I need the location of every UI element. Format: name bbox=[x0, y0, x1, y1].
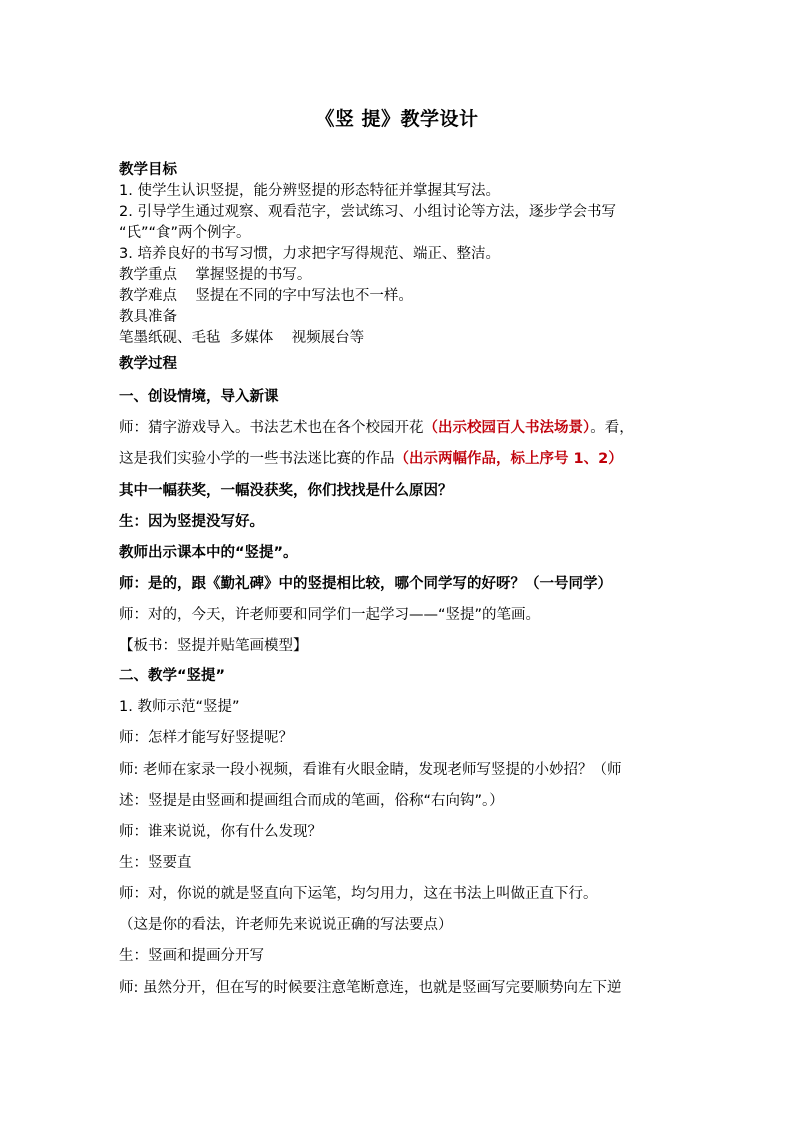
section1-line: 【板书：竖提并贴笔画模型】 bbox=[119, 638, 308, 654]
section2-line: 生：竖要直 bbox=[119, 855, 192, 871]
text-run: 这是我们实验小学的一些书法迷比赛的作品 bbox=[119, 451, 395, 467]
process-heading: 教学过程 bbox=[119, 356, 177, 372]
highlight-text: （出示校园百人书法场景） bbox=[423, 420, 591, 436]
section1-paragraph bbox=[119, 416, 679, 437]
objective-item: 2. 引导学生通过观察、观看范字，尝试练习、小组讨论等方法，逐步学会书写 bbox=[119, 204, 616, 220]
section1-paragraph bbox=[119, 447, 679, 468]
objectives-block bbox=[119, 160, 679, 349]
section2-line: 师：怎样才能写好竖提呢？ bbox=[119, 730, 293, 746]
text-run: 师：猜字游戏导入。书法艺术也在各个校园开花 bbox=[119, 420, 424, 436]
section1-line: 师：是的，跟《勤礼碑》中的竖提相比较，哪个同学写的好呀？（一号同学） bbox=[119, 576, 612, 592]
objective-item: 1. 使学生认识竖提，能分辨竖提的形态特征并掌握其写法。 bbox=[119, 183, 500, 199]
materials-heading: 教具准备 bbox=[119, 309, 177, 325]
section2-subheading: 1. 教师示范“竖提” bbox=[119, 699, 240, 715]
section2-line: 述：竖提是由竖画和提画组合而成的笔画，俗称“右向钩”。） bbox=[119, 793, 504, 809]
section2-line: 师: 老师在家录一段小视频，看谁有火眼金睛，发现老师写竖提的小妙招？（师 bbox=[119, 762, 622, 778]
highlight-text: （出示两幅作品，标上序号 1、2） bbox=[394, 451, 623, 467]
materials: 笔墨纸砚、毛毡 多媒体 视频展台等 bbox=[119, 330, 365, 346]
section1-line: 生：因为竖提没写好。 bbox=[119, 514, 264, 530]
objective-item: 3. 培养良好的书写习惯，力求把字写得规范、端正、整洁。 bbox=[119, 246, 500, 262]
section2-line: 师：谁来说说，你有什么发现？ bbox=[119, 824, 322, 840]
section1-heading: 一、创设情境，导入新课 bbox=[119, 389, 279, 405]
section2-line: 师：对，你说的就是竖直向下运笔，均匀用力，这在书法上叫做正直下行。 bbox=[119, 886, 598, 902]
objective-item: “氏”“食”两个例字。 bbox=[119, 225, 251, 241]
section1-line: 师：对的，今天，许老师要和同学们一起学习——“竖提”的笔画。 bbox=[119, 607, 541, 623]
document-title: 《竖 提》教学设计 bbox=[315, 108, 479, 130]
text-run: 。看， bbox=[590, 420, 634, 436]
key-point: 教学重点 掌握竖提的书写。 bbox=[119, 267, 312, 283]
section1-line: 教师出示课本中的“竖提”。 bbox=[119, 545, 298, 561]
difficulty: 教学难点 竖提在不同的字中写法也不一样。 bbox=[119, 288, 413, 304]
section2-line: （这是你的看法，许老师先来说说正确的写法要点） bbox=[119, 917, 453, 933]
objectives-heading: 教学目标 bbox=[119, 162, 177, 178]
section1-line: 其中一幅获奖，一幅没获奖，你们找找是什么原因？ bbox=[119, 483, 453, 499]
section2-line: 师: 虽然分开，但在写的时候要注意笔断意连，也就是竖画写完要顺势向左下逆 bbox=[119, 980, 622, 996]
section2-heading: 二、教学“竖提” bbox=[119, 668, 226, 684]
section2-line: 生：竖画和提画分开写 bbox=[119, 948, 264, 964]
